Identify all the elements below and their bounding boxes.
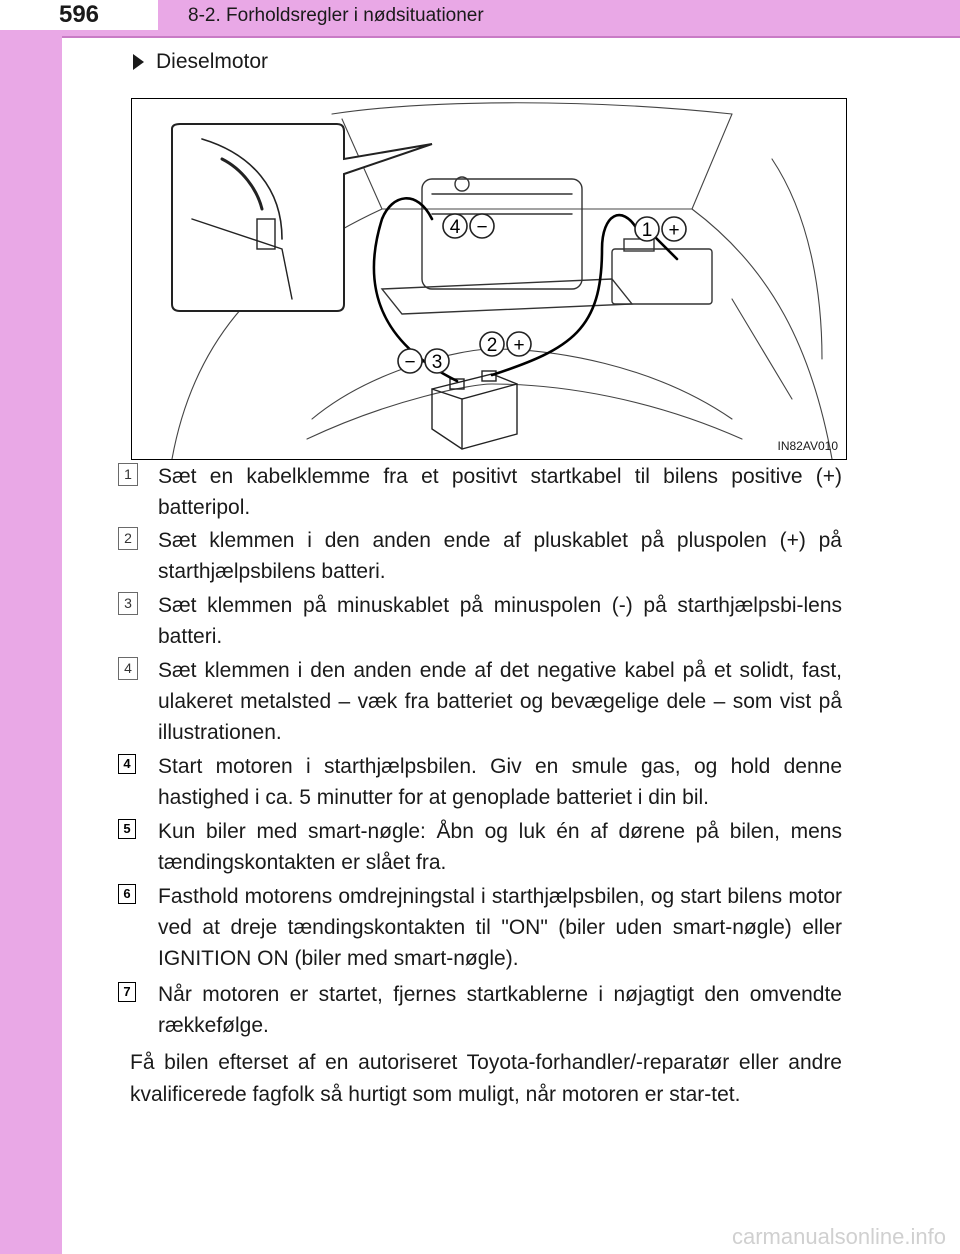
step-number-badge: 7: [118, 982, 136, 1002]
sign-minus-3: −: [404, 352, 416, 373]
chapter-title: 8-2. Forholdsregler i nødsituationer: [188, 5, 484, 26]
side-color-band: [0, 0, 62, 1254]
step-7: [118, 979, 842, 1041]
watermark: carmanualsonline.info: [731, 1224, 946, 1249]
callout-3: 3: [431, 352, 443, 373]
step-text: Kun biler med smart-nøgle: Åbn og luk én af dørene på bilen, mens tændingskontakten er slået fra.: [158, 820, 842, 874]
triangle-arrow-icon: [133, 54, 144, 70]
step-6: [118, 881, 842, 974]
detail-inset: [172, 124, 432, 311]
step-number-badge: 4: [118, 754, 136, 774]
car-battery: [612, 239, 712, 304]
substep-4: [118, 655, 842, 748]
substep-number-badge: 4: [118, 657, 138, 680]
sign-plus-2: +: [513, 335, 525, 356]
sign-plus-1: +: [668, 220, 680, 241]
figure-code: IN82AV010: [777, 439, 838, 453]
substep-text: Sæt klemmen i den anden ende af pluskablet på pluspolen (+) på starthjælpsbilens batteri.: [158, 529, 842, 583]
substep-2: [118, 525, 842, 587]
step-text: Fasthold motorens omdrejningstal i starthjælpsbilen, og start bilens motor ved at dreje tændingskontakten til "ON" (biler uden smart-nøgle) eller IGNITION ON (biler med smart-nøgle).: [158, 885, 842, 970]
booster-battery: [432, 371, 517, 449]
engine-block: [382, 177, 632, 314]
callout-1: 1: [641, 220, 653, 241]
substep-text: Sæt klemmen på minuskablet på minuspolen (-) på starthjælpsbi-lens batteri.: [158, 594, 842, 648]
callout-4: 4: [449, 217, 461, 238]
page-number: 596: [0, 0, 158, 30]
callout-2: 2: [486, 335, 498, 356]
sign-minus-4: −: [476, 217, 488, 238]
substep-text: Sæt klemmen i den anden ende af det negative kabel på et solidt, fast, ulakeret metalsted – væk fra batteriet og bevægelige dele – som vist på illustrationen.: [158, 659, 842, 744]
substep-number-badge: 1: [118, 463, 138, 486]
section-heading-text: Dieselmotor: [156, 50, 269, 73]
step-4: [118, 751, 842, 813]
closing-paragraph: Få bilen efterset af en autoriseret Toyota-forhandler/-reparatør eller andre kvalificerede fagfolk så hurtigt som muligt, når motoren er star-tet.: [130, 1051, 842, 1106]
substep-number-badge: 2: [118, 527, 138, 550]
step-text: Start motoren i starthjælpsbilen. Giv en smule gas, og hold denne hastighed i ca. 5 minutter for at genoplade batteriet i din bil.: [158, 755, 842, 809]
step-number-badge: 5: [118, 819, 136, 839]
substep-1: [118, 461, 842, 523]
header-rule: [62, 36, 960, 38]
engine-illustration: [131, 98, 847, 460]
section-heading: [133, 49, 268, 75]
callout-labels: [398, 214, 686, 373]
substep-number-badge: 3: [118, 592, 138, 615]
step-number-badge: 6: [118, 884, 136, 904]
step-text: Når motoren er startet, fjernes startkablerne i nøjagtigt den omvendte rækkefølge.: [158, 983, 842, 1037]
substep-text: Sæt en kabelklemme fra et positivt startkabel til bilens positive (+) batteripol.: [158, 465, 842, 519]
step-5: [118, 816, 842, 878]
substep-3: [118, 590, 842, 652]
